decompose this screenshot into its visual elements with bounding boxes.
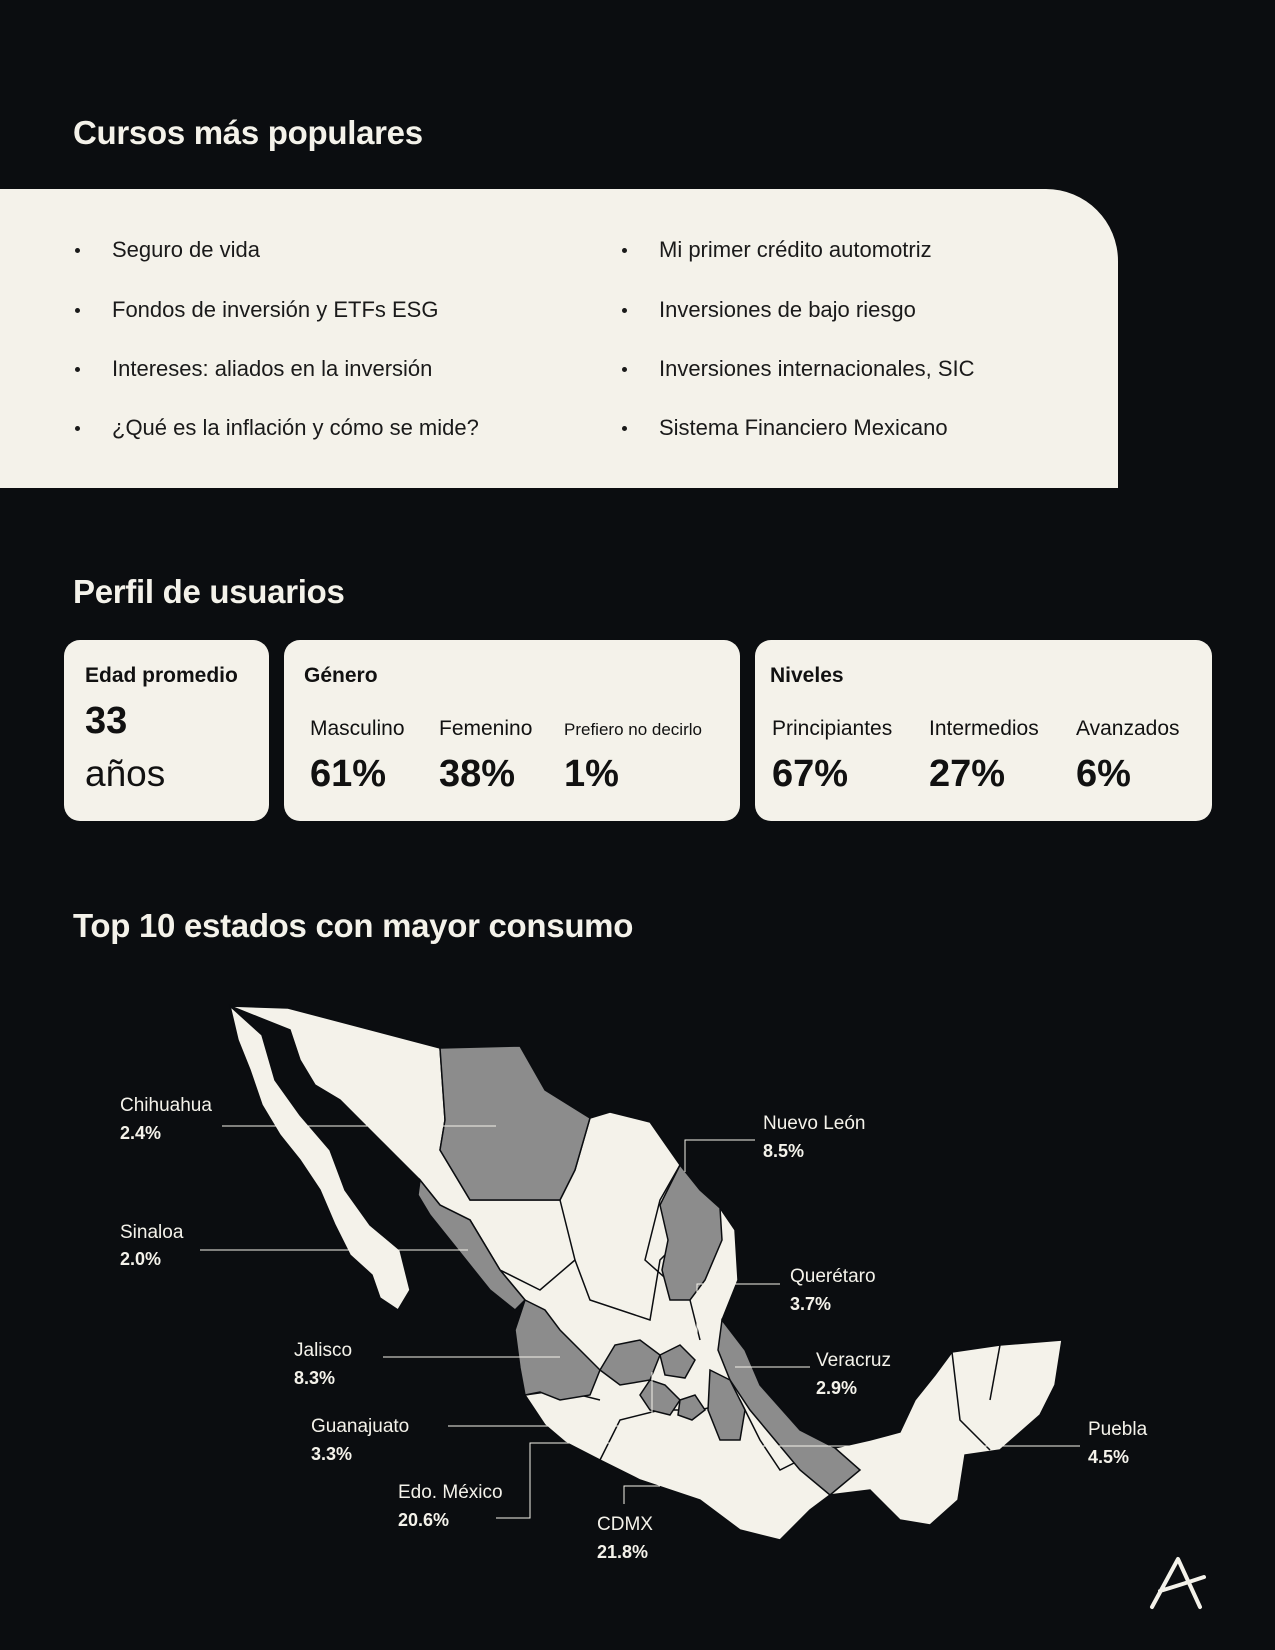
bullet-icon	[622, 248, 627, 253]
state-name: CDMX	[597, 1514, 653, 1535]
state-value: 2.9%	[816, 1378, 858, 1398]
state-name: Jalisco	[294, 1340, 353, 1361]
state-value: 2.0%	[120, 1249, 162, 1269]
state-name: Edo. México	[398, 1482, 503, 1503]
age-value: 33	[85, 700, 128, 742]
gender-label: Masculino	[310, 717, 405, 740]
state-name: Guanajuato	[311, 1416, 410, 1437]
state-value: 8.3%	[294, 1368, 336, 1388]
state-name: Veracruz	[816, 1350, 891, 1371]
bullet-icon	[622, 308, 627, 313]
gender-value: 1%	[564, 753, 619, 795]
state-name: Chihuahua	[120, 1095, 212, 1116]
age-unit: años	[85, 753, 166, 794]
states-title: Top 10 estados con mayor consumo	[73, 907, 634, 944]
state-name: Sinaloa	[120, 1222, 184, 1243]
bullet-icon	[75, 367, 80, 372]
level-value: 67%	[772, 753, 849, 795]
state-value: 20.6%	[398, 1510, 450, 1530]
gender-label: Prefiero no decirlo	[564, 720, 702, 739]
state-value: 8.5%	[763, 1141, 805, 1161]
age-card	[64, 640, 269, 821]
gender-value: 38%	[439, 753, 516, 795]
levels-card	[755, 640, 1212, 821]
gender-label: Femenino	[439, 717, 533, 740]
level-label: Avanzados	[1076, 717, 1180, 740]
level-value: 6%	[1076, 753, 1131, 795]
courses-title: Cursos más populares	[73, 114, 423, 151]
a-logo-icon	[1148, 1555, 1208, 1613]
state-name: Nuevo León	[763, 1113, 866, 1134]
profile-title: Perfil de usuarios	[73, 573, 345, 610]
level-label: Principiantes	[772, 717, 893, 740]
state-value: 21.8%	[597, 1542, 649, 1562]
bullet-icon	[75, 426, 80, 431]
state-name: Puebla	[1088, 1419, 1148, 1440]
gender-title: Género	[304, 664, 378, 687]
mexico-map-base	[230, 1006, 1062, 1540]
bullet-icon	[622, 367, 627, 372]
levels-title: Niveles	[770, 664, 844, 687]
bullet-icon	[622, 426, 627, 431]
mexico-map	[0, 990, 1275, 1590]
state-value: 3.3%	[311, 1444, 353, 1464]
gender-card	[284, 640, 740, 821]
gender-value: 61%	[310, 753, 387, 795]
chihuahua-map	[440, 1046, 590, 1200]
age-title: Edad promedio	[85, 664, 238, 687]
state-value: 4.5%	[1088, 1447, 1130, 1467]
level-label: Intermedios	[929, 717, 1039, 740]
level-value: 27%	[929, 753, 1006, 795]
bullet-icon	[75, 308, 80, 313]
state-value: 3.7%	[790, 1294, 832, 1314]
courses-card: Seguro de vida Fondos de inversión y ETFs ESG Intereses: aliados en la inversión ¿Qué es la inflación y cómo se mide? Mi primer crédito automotriz Inversiones de bajo riesgo Inversiones internacionales, SIC Sistema Financiero Mexicano	[0, 189, 1118, 488]
bullet-icon	[75, 248, 80, 253]
state-value: 2.4%	[120, 1123, 162, 1143]
state-name: Querétaro	[790, 1266, 876, 1287]
